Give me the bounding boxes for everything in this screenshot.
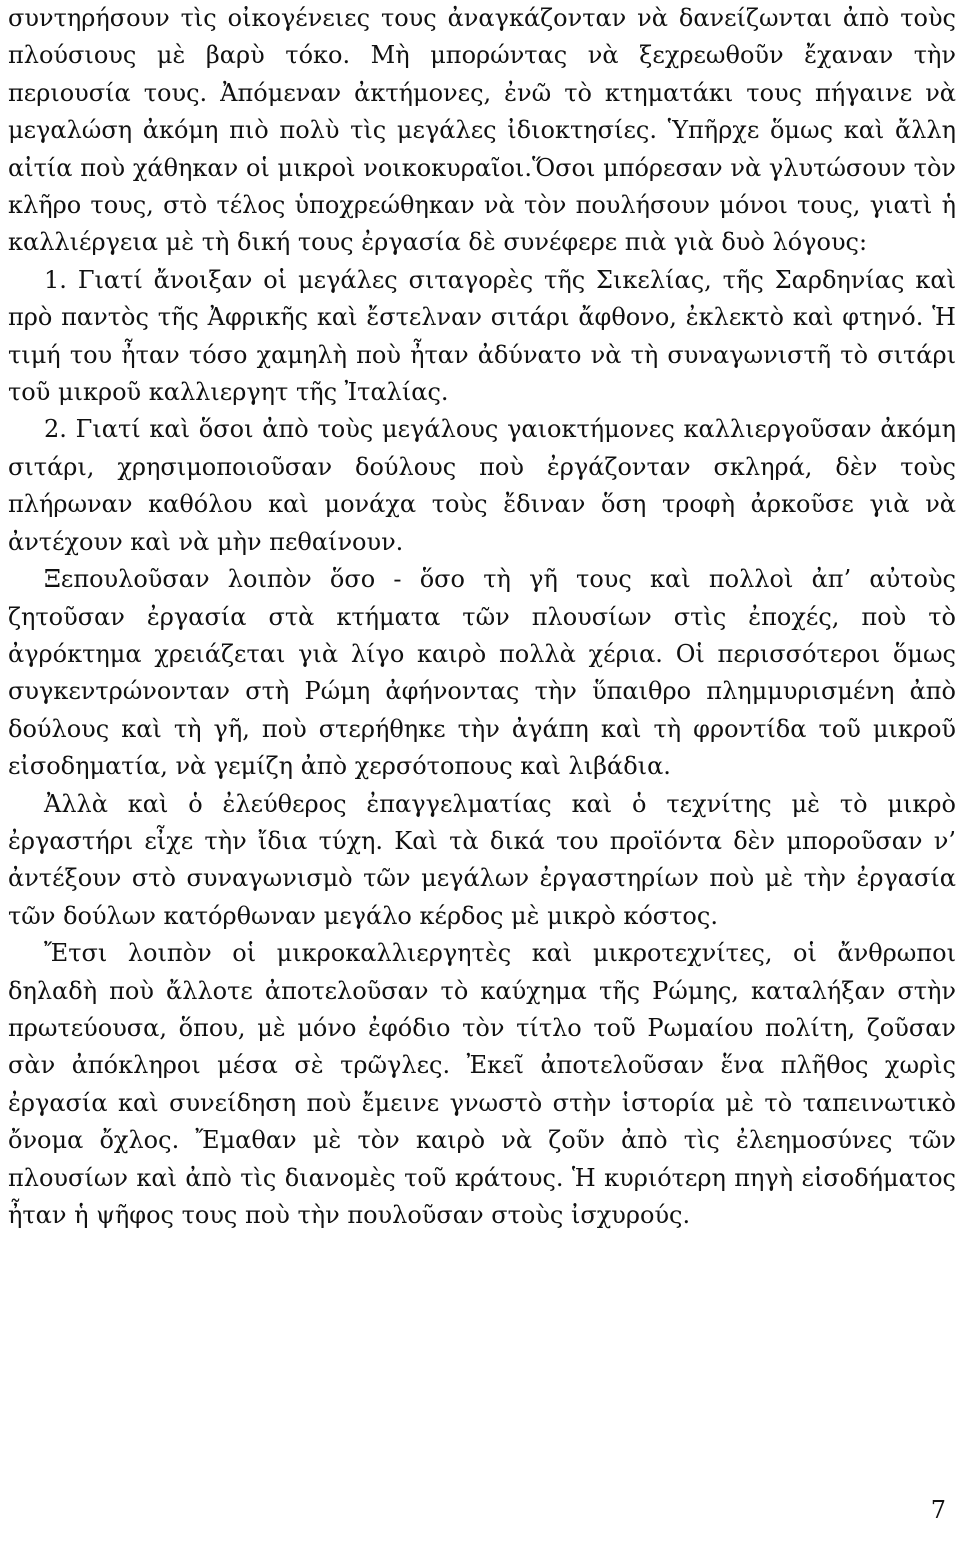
paragraph-reason-2: 2. Γιατί καὶ ὅσοι ἀπὸ τοὺς μεγάλους γαιοκτήμονες καλλιεργοῦσαν ἀκόμη σιτάρι, χρησιμοποιοῦσαν δούλους ποὺ ἐργάζονταν σκληρά, δὲν τοὺς πλήρωναν καθόλου καὶ μονάχα τοὺς ἔδιναν ὅση τροφὴ ἀρκοῦσε γιὰ νὰ ἀντέχουν καὶ νὰ μὴν πεθαίνουν. [8,415,956,556]
paragraph-5: Ἀλλὰ καὶ ὁ ἐλεύθερος ἐπαγγελματίας καὶ ὁ τεχνίτης μὲ τὸ μικρὸ ἐργαστήρι εἶχε τὴν ἴδια τύχη. Καὶ τὰ δικά του προϊόντα δὲν μποροῦσαν ν’ ἀντέξουν στὸ συναγωνισμὸ τῶν μεγάλων ἐργαστηρίων ποὺ μὲ τὴν ἐργασία τῶν δούλων κατόρθωναν μεγάλο κέρδος μὲ μικρὸ κόστος. [8,789,956,930]
document-page [8,0,956,1234]
paragraph-reason-1: 1. Γιατί ἄνοιξαν οἱ μεγάλες σιταγορὲς τῆς Σικελίας, τῆς Σαρδηνίας καὶ πρὸ παντὸς τῆς Ἀφρικῆς καὶ ἔστελναν σιτάρι ἄφθονο, ἐκλεκτὸ καὶ φτηνό. Ἡ τιμή του ἦταν τόσο χαμηλὴ ποὺ ἦταν ἀδύνατο νὰ τὴ συναγωνιστῆ τὸ σιτάρι τοῦ μικροῦ καλλιεργητ τῆς Ἰταλίας. [8,265,956,407]
paragraph-1: συντηρήσουν τὶς οἰκογένειες τους ἀναγκάζονταν νὰ δανείζωνται ἀπὸ τοὺς πλούσιους μὲ βαρὺ τόκο. Μὴ μπορώντας νὰ ξεχρεωθοῦν ἔχαναν τὴν περιουσία τους. Ἀπόμεναν ἀκτήμονες, ἐνῶ τὸ κτηματάκι τους πήγαινε νὰ μεγαλώση ἀκόμη πιὸ πολὺ τὶς μεγάλες ἰδιοκτησίες. Ὑπῆρχε ὅμως καὶ ἄλλη αἰτία ποὺ χάθηκαν οἱ μικροὶ νοικοκυραῖοι.Ὅσοι μπόρεσαν νὰ γλυτώσουν τὸν κλῆρο τους, στὸ τέλος ὑποχρεώθηκαν νὰ τὸν πουλήσουν μόνοι τους, γιατὶ ἡ καλλιέργεια μὲ τὴ δική τους ἐργασία δὲ συνέφερε πιὰ γιὰ δυὸ λόγους: [8,4,956,257]
paragraph-4: Ξεπουλοῦσαν λοιπὸν ὅσο - ὅσο τὴ γῆ τους καὶ πολλοὶ ἀπ’ αὐτοὺς ζητοῦσαν ἐργασία στὰ κτήματα τῶν πλουσίων στὶς ἐποχές, ποὺ τὸ ἀγρόκτημα χρειάζεται γιὰ λίγο καιρὸ πολλὰ χέρια. Οἱ περισσότεροι ὅμως συγκεντρώνονταν στὴ Ρώμη ἀφήνοντας τὴν ὕπαιθρο πλημμυρισμένη ἀπὸ δούλους καὶ τὴ γῆ, ποὺ στερήθηκε τὴν ἀγάπη καὶ τὴ φροντίδα τοῦ μικροῦ εἰσοδηματία, νὰ γεμίζη ἀπὸ χερσότοπους καὶ λιβάδια. [8,565,956,781]
page-number: 7 [930,1496,946,1524]
paragraph-6: Ἔτσι λοιπὸν οἱ μικροκαλλιεργητὲς καὶ μικροτεχνίτες, οἱ ἄνθρωποι δηλαδὴ ποὺ ἄλλοτε ἀποτελοῦσαν τὸ καύχημα τῆς Ρώμης, καταλήξαν στὴν πρωτεύουσα, ὅπου, μὲ μόνο ἐφόδιο τὸν τίτλο τοῦ Ρωμαίου πολίτη, ζοῦσαν σὰν ἀπόκληροι μέσα σὲ τρῶγλες. Ἐκεῖ ἀποτελοῦσαν ἕνα πλῆθος χωρὶς ἐργασία καὶ συνείδηση ποὺ ἔμεινε γνωστὸ στὴν ἱστορία μὲ τὸ ταπεινωτικὸ ὄνομα ὄχλος. Ἔμαθαν μὲ τὸν καιρὸ νὰ ζοῦν ἀπὸ τὶς ἐλεημοσύνες τῶν πλουσίων καὶ ἀπὸ τὶς διανομὲς τοῦ κράτους. Ἡ κυριότερη πηγὴ εἰσοδήματος ἦταν ἡ ψῆφος τους ποὺ τὴν πουλοῦσαν στοὺς ἰσχυρούς. [8,939,956,1229]
